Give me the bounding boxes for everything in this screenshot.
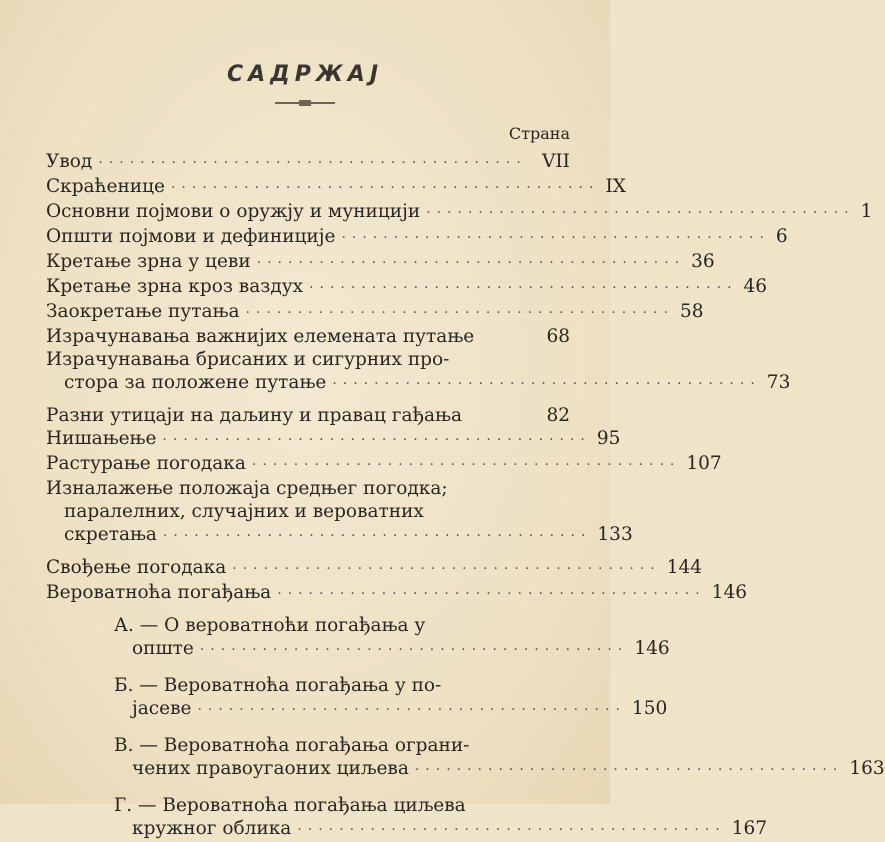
leader-dots: ·········································	[232, 561, 661, 577]
leader-dots: ·········································	[251, 457, 681, 473]
toc-entry-title: Увод	[46, 151, 93, 172]
toc-subentry	[46, 674, 668, 722]
toc-page-number: 163	[849, 758, 885, 779]
toc-page-number: 46	[743, 276, 768, 297]
toc-page-number: IX	[605, 176, 626, 197]
table-of-contents	[46, 150, 885, 842]
toc-entry-title: Изналажење положаја средњег погодка;	[46, 478, 448, 499]
toc-entry	[46, 225, 788, 250]
leader-dots: ·········································	[170, 180, 600, 196]
toc-page-number: 6	[775, 226, 788, 247]
toc-entry	[46, 348, 791, 396]
toc-entry-title-continued: стора за положене путање	[64, 372, 327, 393]
leader-dots: ·········································	[199, 642, 629, 658]
toc-subentry	[46, 794, 768, 842]
toc-entry-title: Скраћенице	[46, 176, 165, 197]
toc-entry	[46, 427, 621, 452]
toc-entry	[46, 452, 722, 477]
leader-dots: ·········································	[256, 255, 686, 271]
toc-entry-title: А. — О вероватноћи погађања у	[114, 615, 426, 636]
leader-dots: ·········································	[98, 155, 527, 171]
leader-dots: ·········································	[297, 822, 726, 838]
toc-entry	[46, 556, 703, 581]
toc-page-number: 146	[634, 638, 670, 659]
toc-entry	[46, 325, 570, 348]
toc-entry-title: Вероватноћа погађања	[46, 582, 272, 603]
toc-entry-title: Израчунавања важнијих елемената путање	[46, 326, 475, 347]
toc-entry-title-continued: паралелних, случајних и вероватних	[64, 501, 424, 522]
toc-entry-title: Кретање зрна у цеви	[46, 251, 251, 272]
toc-entry	[46, 300, 704, 325]
toc-entry-title: Растурање погодака	[46, 453, 246, 474]
toc-entry	[46, 477, 633, 548]
toc-entry-title-continued: чених правоугаоних циљева	[132, 758, 409, 779]
toc-entry-title-continued: скретања	[64, 524, 157, 545]
toc-page-number: 133	[597, 524, 633, 545]
toc-entry-title: Г. — Вероватноћа погађања циљева	[114, 795, 466, 816]
leader-dots: ·········································	[245, 305, 674, 321]
toc-page-number: 1	[860, 201, 873, 222]
toc-entry-title: Општи појмови и дефиниције	[46, 226, 336, 247]
leader-dots: ·········································	[426, 205, 855, 221]
leader-dots: ·········································	[309, 280, 738, 296]
toc-page-number: 73	[766, 372, 791, 393]
toc-page-number: 36	[691, 251, 715, 272]
leader-dots: ·········································	[277, 586, 706, 602]
toc-page-number: 68	[546, 326, 570, 347]
toc-entry	[46, 404, 570, 427]
toc-entry-title-continued: јасеве	[132, 698, 192, 719]
leader-dots: ·········································	[197, 702, 626, 718]
toc-page-number: 58	[679, 301, 704, 322]
toc-page-number: 150	[631, 698, 668, 719]
toc-entry	[46, 250, 715, 275]
toc-entry-title: Свођење погодака	[46, 557, 227, 578]
toc-page-number: 167	[731, 818, 768, 839]
toc-subentry	[46, 614, 670, 662]
toc-entry-title: Б. — Вероватноћа погађања у по-	[114, 675, 442, 696]
toc-entry	[46, 175, 626, 200]
toc-entry-title: Израчунавања брисаних и сигурних про-	[46, 349, 450, 370]
toc-page-number: 146	[711, 582, 747, 603]
toc-entry-title-continued: кружног облика	[132, 818, 292, 839]
leader-dots: ·········································	[332, 376, 761, 392]
toc-entry-title: Кретање зрна кроз ваздух	[46, 276, 304, 297]
leader-dots: ·········································	[162, 528, 592, 544]
leader-dots: ·········································	[162, 432, 591, 448]
page-column-header: Страна	[508, 124, 570, 143]
toc-entry-title: Нишањење	[46, 428, 157, 449]
toc-subentry	[46, 734, 885, 782]
toc-entry	[46, 150, 570, 175]
toc-page-number: 107	[686, 453, 722, 474]
toc-page-number: 82	[546, 405, 570, 426]
toc-entry	[46, 200, 873, 225]
toc-page-number: VII	[542, 151, 570, 172]
toc-page-number: 144	[666, 557, 703, 578]
toc-entry-title: Заокретање путања	[46, 301, 240, 322]
toc-entry	[46, 581, 747, 606]
toc-entry-title: Основни појмови о оружју и муницији	[46, 201, 421, 222]
toc-entry-title: В. — Вероватноћа погађања ограни-	[114, 735, 470, 756]
leader-dots: ·········································	[341, 230, 770, 246]
toc-entry-title: Разни утицаји на даљину и правац гађања	[46, 405, 462, 426]
page-title: САДРЖАЈ	[226, 62, 384, 87]
toc-entry	[46, 275, 768, 300]
toc-entry-title-continued: опште	[132, 638, 194, 659]
title-divider	[275, 102, 335, 104]
leader-dots: ·········································	[414, 762, 844, 778]
toc-page-number: 95	[596, 428, 621, 449]
